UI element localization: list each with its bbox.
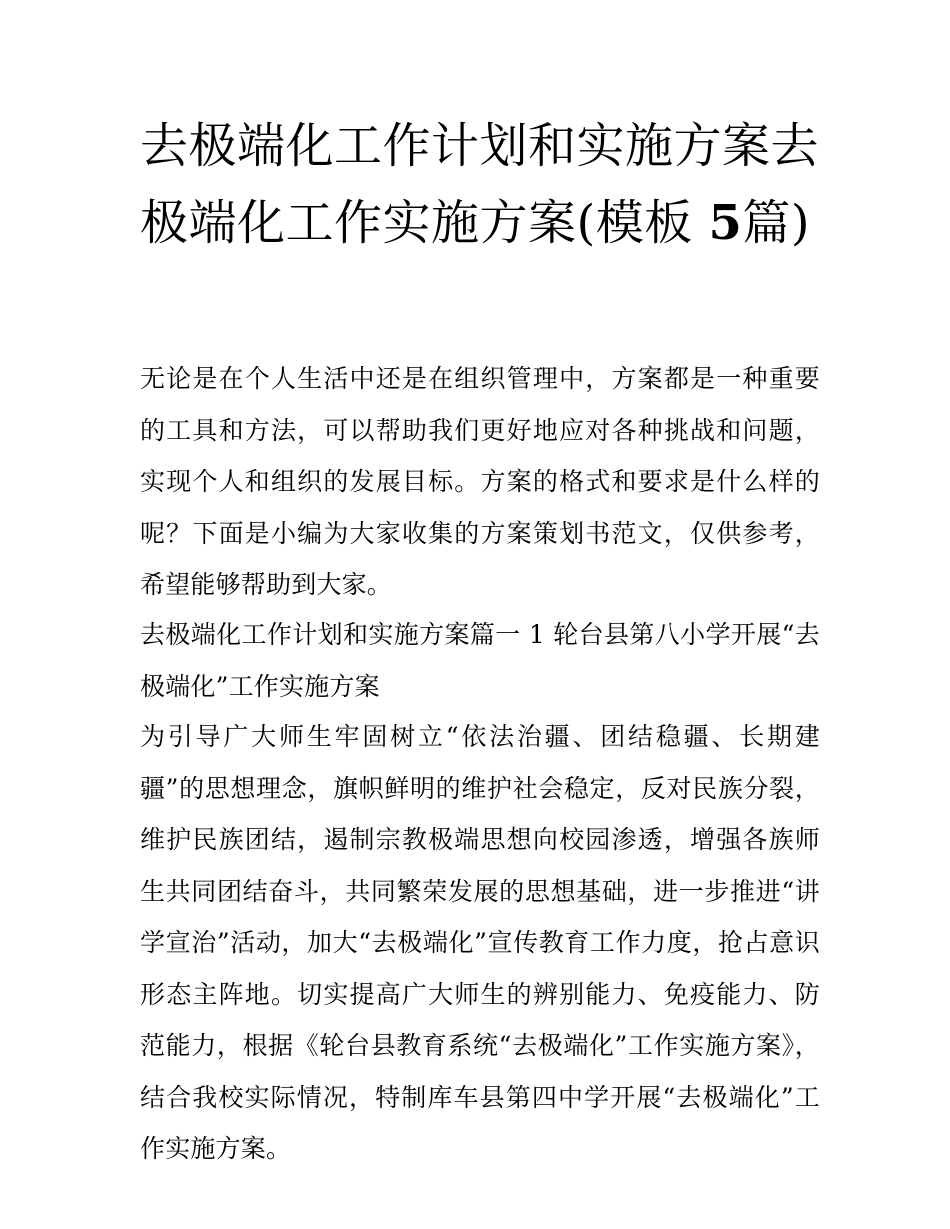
section-heading-paragraph: 去极端化工作计划和实施方案篇一 1 轮台县第八小学开展“去极端化”工作实施方案 <box>140 620 820 701</box>
intro-paragraph: 无论是在个人生活中还是在组织管理中，方案都是一种重要的工具和方法，可以帮助我们更好地应对各种挑战和问题，实现个人和组织的发展目标。方案的格式和要求是什么样的呢？下面是小编为大家收集的方案策划书范文，仅供参考，希望能够帮助到大家。 <box>140 364 820 599</box>
title-suffix: 篇) <box>742 195 811 251</box>
title-text: 去极端化工作计划和实施方案去极端化工作实施方案(模板 <box>140 118 820 251</box>
title-number: 5 <box>708 195 743 251</box>
purpose-paragraph: 为引导广大师生牢固树立“依法治疆、团结稳疆、长期建疆”的思想理念，旗帜鲜明的维护社会稳定，反对民族分裂，维护民族团结，遏制宗教极端思想向校园渗透，增强各族师生共同团结奋斗，共同繁荣发展的思想基础，进一步推进“讲学宣治”活动，加大“去极端化”宣传教育工作力度，抢占意识形态主阵地。切实提高广大师生的辨别能力、免疫能力、防范能力，根据《轮台县教育系统“去极端化”工作实施方案》，结合我校实际情况，特制库车县第四中学开展“去极端化”工作实施方案。 <box>140 722 820 1163</box>
document-title <box>140 108 820 262</box>
